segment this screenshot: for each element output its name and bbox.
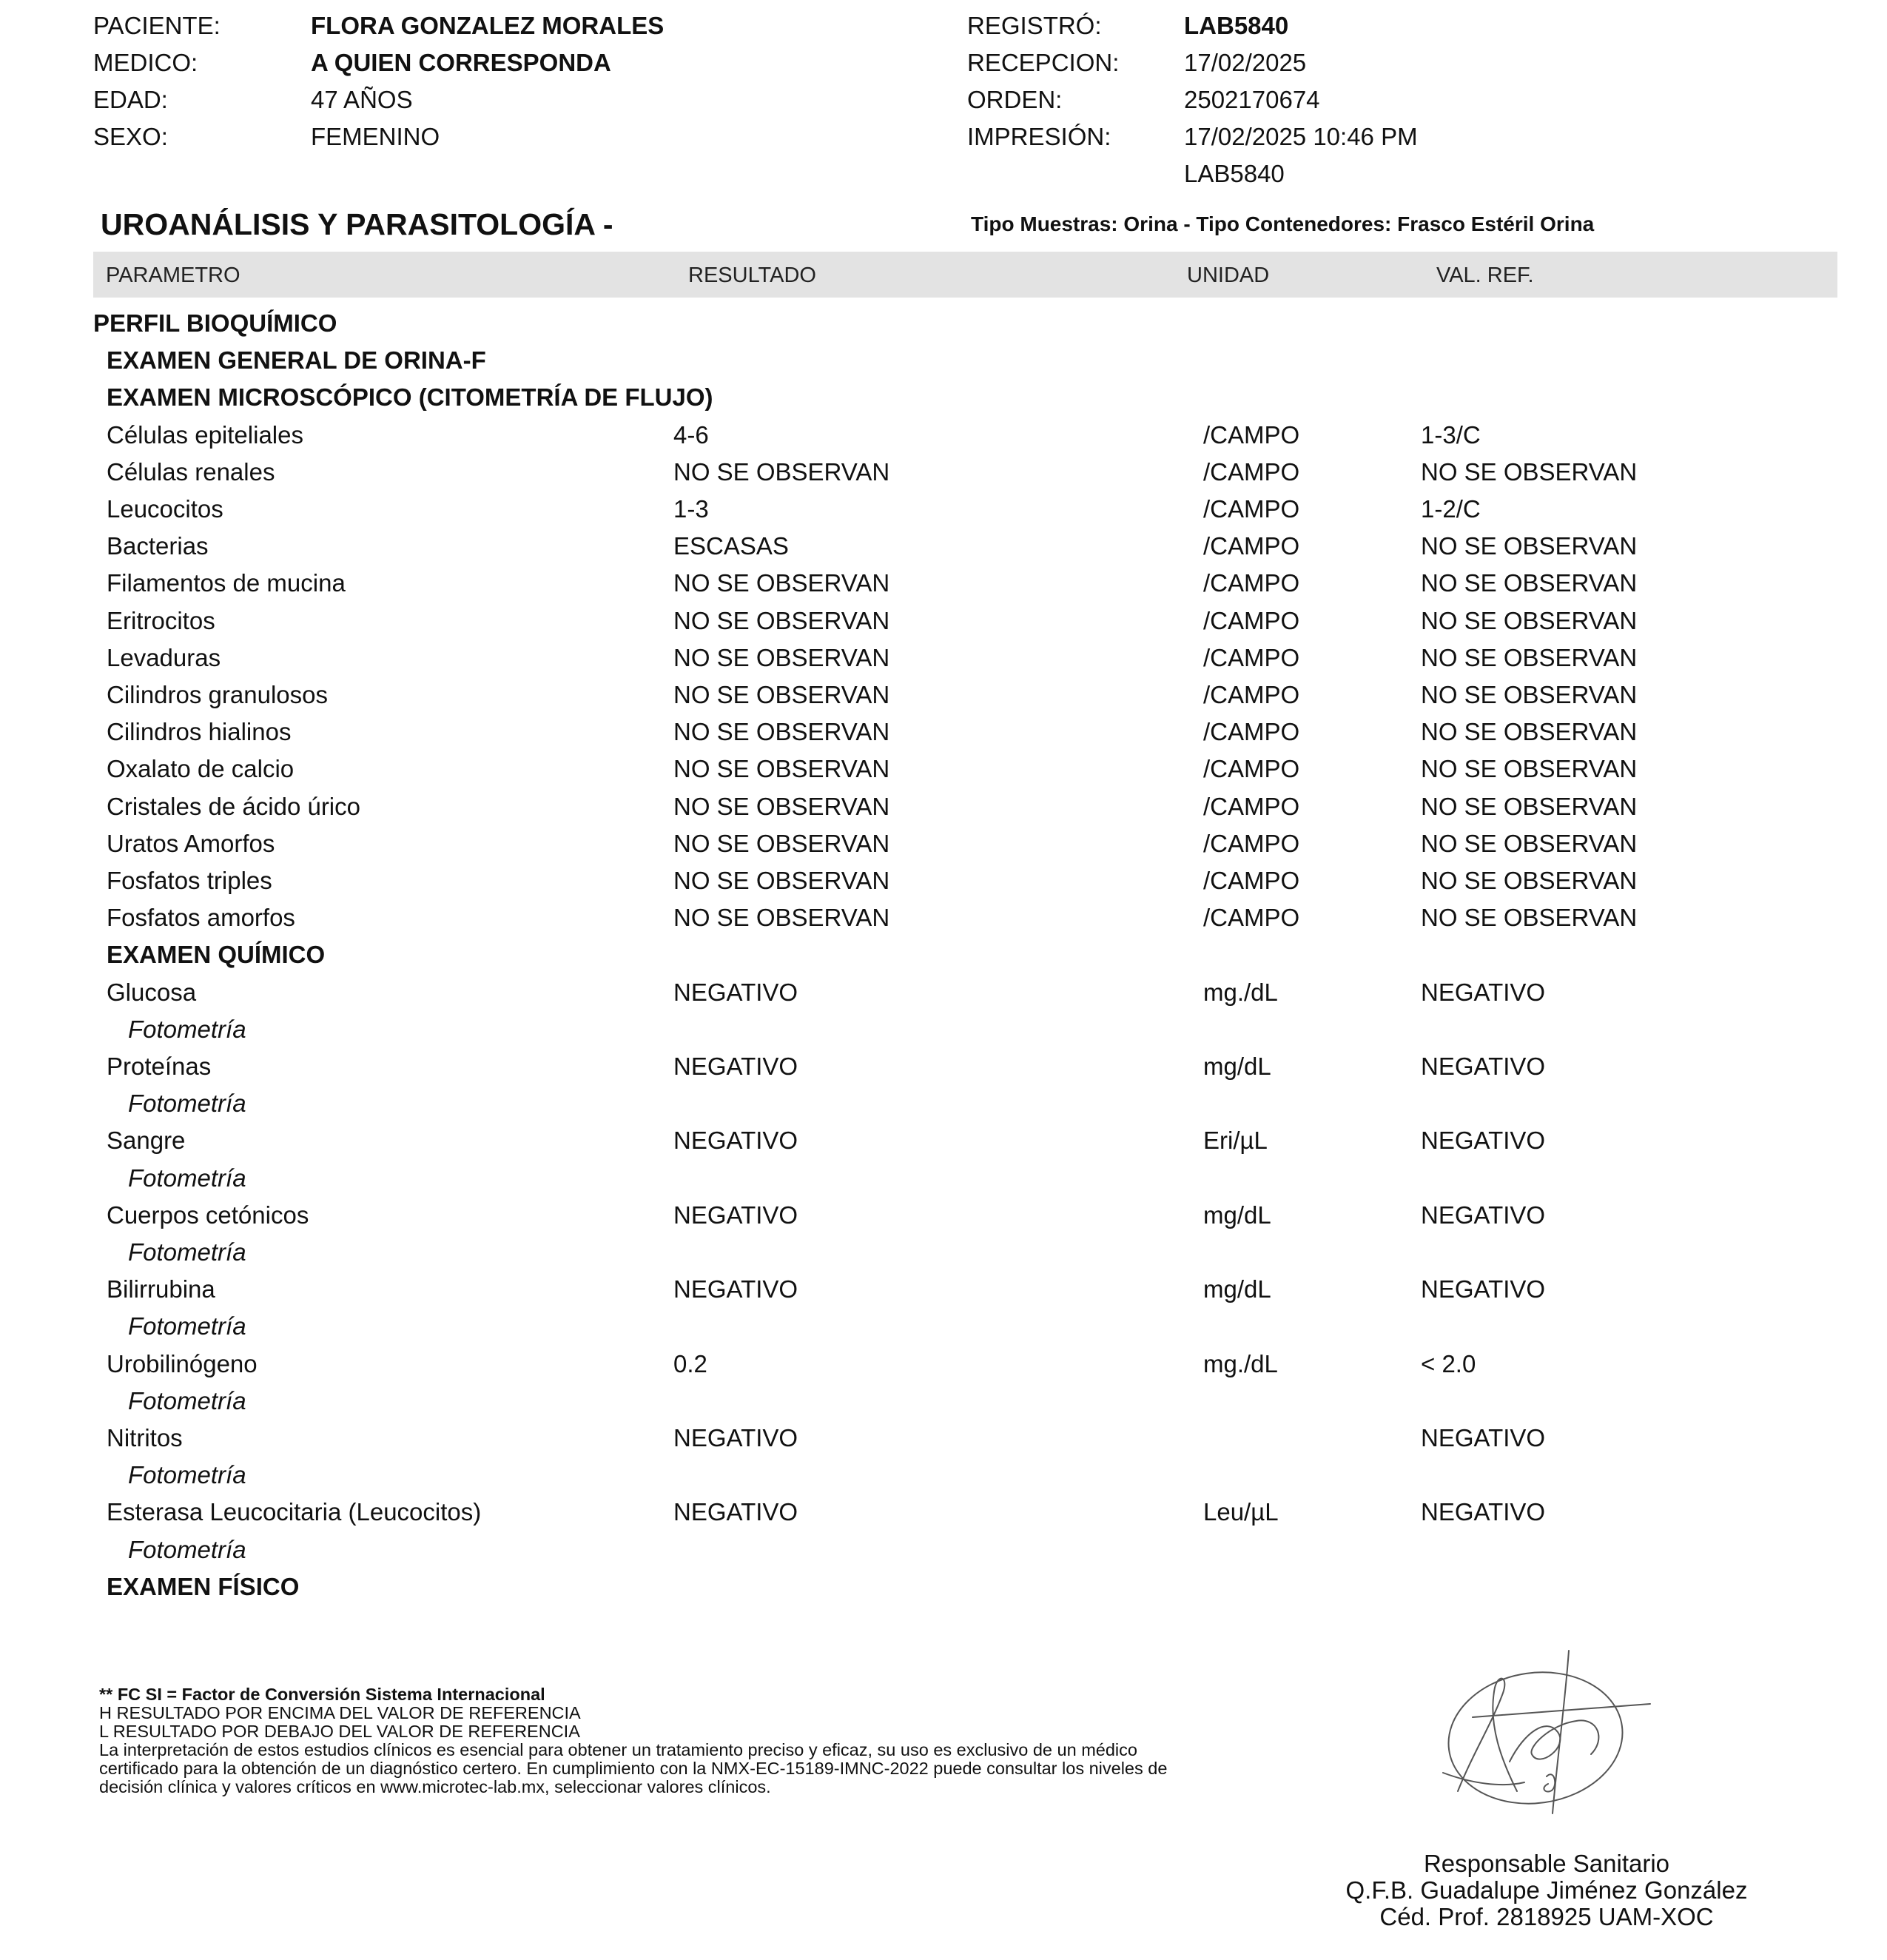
section-row bbox=[0, 1573, 1887, 1610]
reference-value: NEGATIVO bbox=[1421, 1127, 1546, 1155]
method-row bbox=[0, 1090, 1887, 1127]
param-name: Uratos Amorfos bbox=[107, 829, 275, 857]
unit-value: mg/dL bbox=[1203, 1201, 1271, 1229]
table-row bbox=[0, 1424, 1887, 1461]
table-row bbox=[0, 607, 1887, 644]
param-name: Células renales bbox=[107, 457, 275, 486]
age-label: EDAD: bbox=[93, 86, 168, 113]
reference-value: NO SE OBSERVAN bbox=[1421, 532, 1638, 560]
orden-label: ORDEN: bbox=[967, 86, 1063, 113]
recepcion-value: 17/02/2025 bbox=[1184, 49, 1307, 76]
table-row bbox=[0, 1275, 1887, 1312]
method-row bbox=[0, 1312, 1887, 1349]
result-value: NO SE OBSERVAN bbox=[673, 643, 890, 671]
method-label: Fotometría bbox=[128, 1312, 246, 1340]
age-value: 47 AÑOS bbox=[311, 86, 413, 113]
param-name: Fosfatos triples bbox=[107, 867, 272, 894]
param-name: Células epiteliales bbox=[107, 420, 303, 449]
impresion-value: 17/02/2025 10:46 PM bbox=[1184, 123, 1418, 150]
section-title: UROANÁLISIS Y PARASITOLOGÍA - bbox=[101, 207, 613, 241]
result-value: NO SE OBSERVAN bbox=[673, 606, 890, 634]
responsible-title: Responsable Sanitario bbox=[1423, 1850, 1670, 1877]
method-row bbox=[0, 1387, 1887, 1424]
doctor-value: A QUIEN CORRESPONDA bbox=[311, 49, 611, 76]
unit-value: /CAMPO bbox=[1203, 718, 1300, 746]
responsible-block bbox=[1251, 1850, 1843, 1930]
method-label: Fotometría bbox=[128, 1238, 246, 1266]
reference-value: NO SE OBSERVAN bbox=[1421, 904, 1638, 932]
table-row bbox=[0, 644, 1887, 681]
responsible-license: Céd. Prof. 2818925 UAM-XOC bbox=[1379, 1903, 1714, 1930]
patient-label: PACIENTE: bbox=[93, 12, 221, 39]
unit-value: /CAMPO bbox=[1203, 569, 1300, 597]
recepcion-label: RECEPCION: bbox=[967, 49, 1120, 76]
unit-value: /CAMPO bbox=[1203, 606, 1300, 634]
table-row bbox=[0, 755, 1887, 792]
unit-value: mg/dL bbox=[1203, 1053, 1271, 1080]
l-note: L RESULTADO POR DEBAJO DEL VALOR DE REFERENCIA bbox=[99, 1722, 580, 1741]
param-name: Cilindros granulosos bbox=[107, 681, 328, 708]
reference-value: NO SE OBSERVAN bbox=[1421, 755, 1638, 783]
result-value: NO SE OBSERVAN bbox=[673, 829, 890, 857]
disclaimer-line-2: certificado para la obtención de un diagnóstico certero. En cumplimiento con la NMX-EC-15189-IMNC-2022 puede consultar los niveles de bbox=[99, 1759, 1168, 1778]
reference-value: NEGATIVO bbox=[1421, 1498, 1546, 1526]
method-row bbox=[0, 1016, 1887, 1053]
table-row bbox=[0, 1127, 1887, 1164]
section-row bbox=[0, 309, 1887, 346]
registro-extra-value: LAB5840 bbox=[1184, 160, 1285, 187]
disclaimer-line-3: decisión clínica y valores críticos en www.microtec-lab.mx, seleccionar valores clínicos. bbox=[99, 1777, 771, 1796]
table-row bbox=[0, 569, 1887, 606]
reference-value: NO SE OBSERVAN bbox=[1421, 829, 1638, 857]
registro-label: REGISTRÓ: bbox=[967, 12, 1102, 39]
unit-value: /CAMPO bbox=[1203, 792, 1300, 820]
reference-value: < 2.0 bbox=[1421, 1349, 1476, 1377]
unit-value: /CAMPO bbox=[1203, 867, 1300, 894]
result-value: NEGATIVO bbox=[673, 1053, 798, 1080]
result-value: NO SE OBSERVAN bbox=[673, 792, 890, 820]
method-label: Fotometría bbox=[128, 1090, 246, 1118]
reference-value: NEGATIVO bbox=[1421, 1053, 1546, 1080]
param-name: Cristales de ácido úrico bbox=[107, 792, 360, 820]
method-label: Fotometría bbox=[128, 1386, 246, 1414]
registro-value: LAB5840 bbox=[1184, 12, 1289, 39]
param-name: Esterasa Leucocitaria (Leucocitos) bbox=[107, 1498, 482, 1526]
param-name: Filamentos de mucina bbox=[107, 569, 346, 597]
reference-value: NEGATIVO bbox=[1421, 1275, 1546, 1303]
unit-value: /CAMPO bbox=[1203, 829, 1300, 857]
method-label: Fotometría bbox=[128, 1164, 246, 1192]
result-value: NO SE OBSERVAN bbox=[673, 569, 890, 597]
param-name: Cilindros hialinos bbox=[107, 718, 292, 746]
table-row bbox=[0, 421, 1887, 458]
method-row bbox=[0, 1461, 1887, 1498]
unit-value: /CAMPO bbox=[1203, 904, 1300, 932]
table-row bbox=[0, 681, 1887, 718]
table-row bbox=[0, 830, 1887, 867]
h-note: H RESULTADO POR ENCIMA DEL VALOR DE REFERENCIA bbox=[99, 1703, 581, 1722]
unit-value: Eri/µL bbox=[1203, 1127, 1268, 1155]
sex-value: FEMENINO bbox=[311, 123, 440, 150]
result-value: NEGATIVO bbox=[673, 1424, 798, 1451]
table-row bbox=[0, 904, 1887, 941]
table-row bbox=[0, 1053, 1887, 1090]
section-row bbox=[0, 383, 1887, 420]
reference-value: 1-3/C bbox=[1421, 420, 1481, 449]
patient-value: FLORA GONZALEZ MORALES bbox=[311, 12, 665, 39]
param-name: Proteínas bbox=[107, 1053, 212, 1080]
reference-value: NO SE OBSERVAN bbox=[1421, 867, 1638, 894]
table-row bbox=[0, 532, 1887, 569]
reference-value: NO SE OBSERVAN bbox=[1421, 718, 1638, 746]
result-value: NEGATIVO bbox=[673, 1127, 798, 1155]
section-row bbox=[0, 941, 1887, 978]
unit-value: /CAMPO bbox=[1203, 420, 1300, 449]
section-heading: EXAMEN FÍSICO bbox=[107, 1572, 300, 1600]
param-name: Levaduras bbox=[107, 643, 221, 671]
result-value: NEGATIVO bbox=[673, 1275, 798, 1303]
method-label: Fotometría bbox=[128, 1461, 246, 1489]
param-name: Leucocitos bbox=[107, 495, 223, 523]
header-ref: VAL. REF. bbox=[1436, 264, 1534, 287]
unit-value: Leu/µL bbox=[1203, 1498, 1279, 1526]
result-value: NEGATIVO bbox=[673, 1201, 798, 1229]
unit-value: mg./dL bbox=[1203, 978, 1278, 1006]
disclaimer-line-1: La interpretación de estos estudios clínicos es esencial para obtener un tratamiento preciso y eficaz, su uso es exclusivo de un médico bbox=[99, 1740, 1137, 1759]
reference-value: NEGATIVO bbox=[1421, 1424, 1546, 1451]
method-row bbox=[0, 1164, 1887, 1201]
param-name: Glucosa bbox=[107, 978, 197, 1006]
section-heading: EXAMEN QUÍMICO bbox=[107, 941, 326, 969]
reference-value: NO SE OBSERVAN bbox=[1421, 606, 1638, 634]
unit-value: /CAMPO bbox=[1203, 643, 1300, 671]
footnotes bbox=[99, 1685, 1167, 1796]
table-row bbox=[0, 979, 1887, 1016]
method-label: Fotometría bbox=[128, 1015, 246, 1043]
param-name: Urobilinógeno bbox=[107, 1349, 258, 1377]
param-name: Cuerpos cetónicos bbox=[107, 1201, 309, 1229]
table-row bbox=[0, 495, 1887, 532]
param-name: Oxalato de calcio bbox=[107, 755, 295, 783]
result-value: NO SE OBSERVAN bbox=[673, 755, 890, 783]
unit-value: /CAMPO bbox=[1203, 755, 1300, 783]
section-row bbox=[0, 346, 1887, 383]
result-value: 4-6 bbox=[673, 420, 709, 449]
unit-value: mg./dL bbox=[1203, 1349, 1278, 1377]
sex-label: SEXO: bbox=[93, 123, 168, 150]
unit-value: /CAMPO bbox=[1203, 532, 1300, 560]
reference-value: NO SE OBSERVAN bbox=[1421, 792, 1638, 820]
unit-value: /CAMPO bbox=[1203, 495, 1300, 523]
signature-image bbox=[1428, 1643, 1665, 1836]
reference-value: NO SE OBSERVAN bbox=[1421, 643, 1638, 671]
param-name: Sangre bbox=[107, 1127, 186, 1155]
table-row bbox=[0, 718, 1887, 755]
method-row bbox=[0, 1238, 1887, 1275]
section-heading: EXAMEN MICROSCÓPICO (CITOMETRÍA DE FLUJO) bbox=[107, 383, 713, 412]
unit-value: mg/dL bbox=[1203, 1275, 1271, 1303]
result-value: NO SE OBSERVAN bbox=[673, 904, 890, 932]
result-value: NO SE OBSERVAN bbox=[673, 867, 890, 894]
table-row bbox=[0, 1498, 1887, 1535]
header-result: RESULTADO bbox=[688, 264, 816, 287]
result-value: NEGATIVO bbox=[673, 1498, 798, 1526]
result-value: NO SE OBSERVAN bbox=[673, 681, 890, 708]
method-row bbox=[0, 1536, 1887, 1573]
result-value: ESCASAS bbox=[673, 532, 789, 560]
table-row bbox=[0, 458, 1887, 495]
responsible-name: Q.F.B. Guadalupe Jiménez González bbox=[1345, 1876, 1748, 1904]
table-header bbox=[93, 252, 1837, 298]
sample-info: Tipo Muestras: Orina - Tipo Contenedores: Frasco Estéril Orina bbox=[971, 212, 1595, 235]
doctor-label: MEDICO: bbox=[93, 49, 198, 76]
param-name: Nitritos bbox=[107, 1424, 183, 1451]
header-unit: UNIDAD bbox=[1187, 264, 1270, 287]
section-heading: EXAMEN GENERAL DE ORINA-F bbox=[107, 346, 486, 375]
param-name: Bacterias bbox=[107, 532, 209, 560]
reference-value: NO SE OBSERVAN bbox=[1421, 681, 1638, 708]
header-param: PARAMETRO bbox=[106, 264, 240, 287]
table-row bbox=[0, 793, 1887, 830]
result-value: NEGATIVO bbox=[673, 978, 798, 1006]
reference-value: NO SE OBSERVAN bbox=[1421, 569, 1638, 597]
unit-value: /CAMPO bbox=[1203, 681, 1300, 708]
param-name: Eritrocitos bbox=[107, 606, 215, 634]
table-row bbox=[0, 1201, 1887, 1238]
result-value: NO SE OBSERVAN bbox=[673, 718, 890, 746]
reference-value: 1-2/C bbox=[1421, 495, 1481, 523]
section-heading: PERFIL BIOQUÍMICO bbox=[93, 309, 337, 337]
reference-value: NEGATIVO bbox=[1421, 978, 1546, 1006]
impresion-label: IMPRESIÓN: bbox=[967, 123, 1111, 150]
reference-value: NO SE OBSERVAN bbox=[1421, 457, 1638, 486]
table-row bbox=[0, 867, 1887, 904]
fc-si-note: ** FC SI = Factor de Conversión Sistema Internacional bbox=[99, 1685, 545, 1704]
result-value: 1-3 bbox=[673, 495, 709, 523]
reference-value: NEGATIVO bbox=[1421, 1201, 1546, 1229]
param-name: Fosfatos amorfos bbox=[107, 904, 295, 932]
result-value: 0.2 bbox=[673, 1349, 707, 1377]
orden-value: 2502170674 bbox=[1184, 86, 1320, 113]
result-value: NO SE OBSERVAN bbox=[673, 457, 890, 486]
method-label: Fotometría bbox=[128, 1535, 246, 1563]
unit-value: /CAMPO bbox=[1203, 457, 1300, 486]
param-name: Bilirrubina bbox=[107, 1275, 215, 1303]
table-row bbox=[0, 1350, 1887, 1387]
